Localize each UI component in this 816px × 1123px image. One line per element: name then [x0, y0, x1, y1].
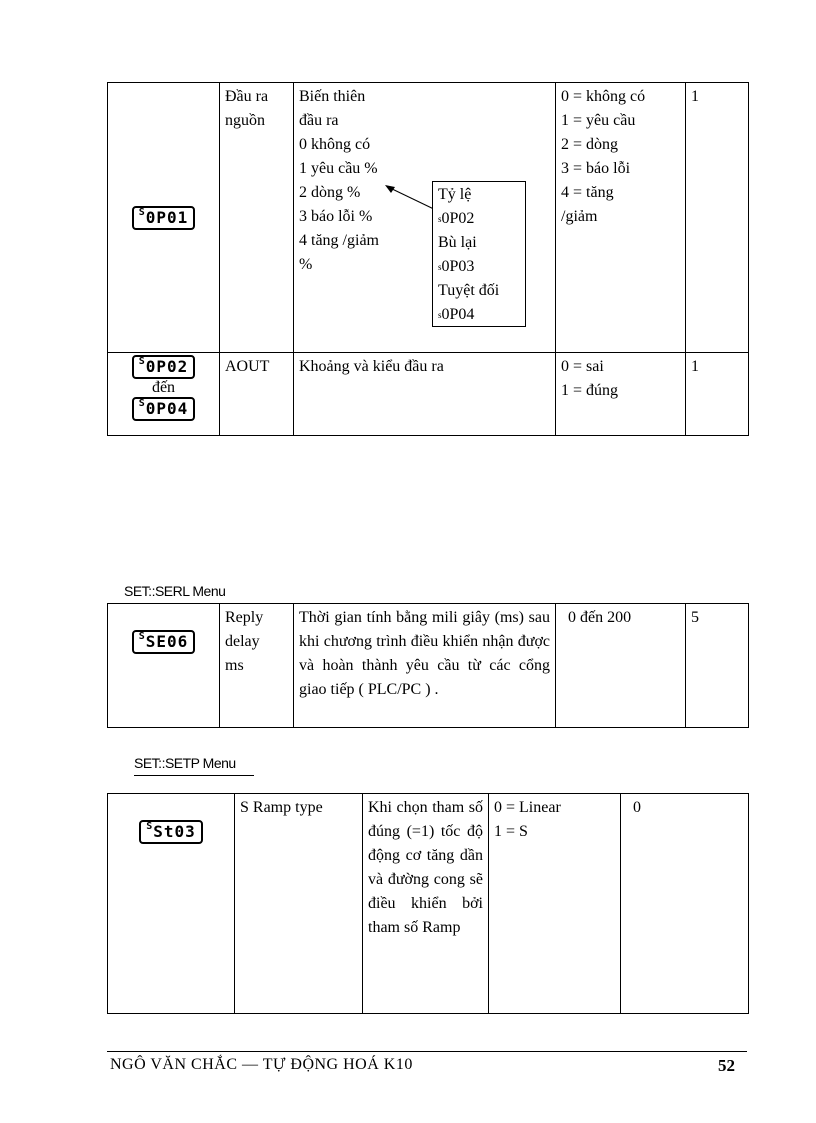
default-value: 5 — [691, 609, 699, 626]
name-text: AOUT — [225, 358, 270, 375]
desc-text: Thời gian tính bằng mili giây (ms) sau khi chương trình điều khiển nhận được và hoàn thành yêu cầu từ các cổng giao tiếp ( PLC/PC ) . — [299, 609, 550, 698]
default-value: 1 — [691, 88, 699, 105]
desc-line: 0 không có — [299, 136, 371, 153]
desc-line: Biến thiên — [299, 88, 366, 105]
range-line: 1 = đúng — [561, 382, 619, 399]
range-cell — [556, 83, 686, 353]
range-line: 0 = không có — [561, 88, 646, 105]
footer-rule — [107, 1051, 747, 1052]
lcd-code-st03: $^S$St03 — [139, 820, 203, 844]
description-cell — [363, 794, 489, 1014]
description-cell — [294, 604, 556, 728]
code-cell — [108, 83, 220, 353]
name-line: delay — [225, 633, 260, 650]
name-cell — [220, 604, 294, 728]
range-line: 3 = báo lỗi — [561, 160, 631, 177]
parameter-table-serl — [107, 603, 749, 728]
range-cell — [556, 604, 686, 728]
setp-menu-label: SET::SETP Menu — [134, 755, 254, 776]
desc-line: % — [299, 256, 313, 273]
footer-text: NGÔ VĂN CHẮC — TỰ ĐỘNG HOÁ K10 — [110, 1056, 413, 1073]
name-cell — [220, 353, 294, 436]
default-cell — [686, 83, 749, 353]
name-cell — [235, 794, 363, 1014]
lcd-code-0p02: $^S$0P02 — [132, 355, 196, 379]
desc-line: 4 tăng /giảm — [299, 232, 379, 249]
serl-menu-label: SET::SERL Menu — [124, 583, 226, 599]
code-cell — [108, 794, 235, 1014]
name-line: Reply — [225, 609, 264, 626]
range-cell — [489, 794, 621, 1014]
default-value: 0 — [633, 799, 641, 816]
desc-line: 1 yêu cầu % — [299, 160, 378, 177]
popup-code: 0P04 — [441, 306, 475, 323]
popup-code: 0P02 — [441, 210, 475, 227]
output-type-popup: Tỷ lệ $^s$0P02 Bù lại $^s$0P03 Tuyệt đối $^s$0P04 — [432, 181, 526, 327]
parameter-table-setp — [107, 793, 749, 1014]
lcd-code-se06: $^S$SE06 — [132, 630, 196, 654]
range-line: 1 = S — [494, 823, 528, 840]
popup-label: Tuyệt đối — [438, 282, 500, 299]
range-text: 0 đến 200 — [568, 609, 632, 626]
default-cell — [686, 604, 749, 728]
default-cell — [621, 794, 749, 1014]
range-line: 0 = Linear — [494, 799, 561, 816]
popup-label: Tỷ lệ — [438, 186, 472, 203]
name-text: S Ramp type — [240, 799, 323, 816]
name-line: nguồn — [225, 112, 265, 129]
desc-line: 3 báo lỗi % — [299, 208, 373, 225]
range-line: 1 = yêu cầu — [561, 112, 636, 129]
desc-text: Khoảng và kiểu đầu ra — [299, 358, 444, 375]
desc-line: đầu ra — [299, 112, 339, 129]
lcd-code-0p04: $^S$0P04 — [132, 397, 196, 421]
description-cell — [294, 353, 556, 436]
parameter-table-output — [107, 82, 749, 436]
den-text: đến — [151, 379, 176, 396]
range-line: 4 = tăng — [561, 184, 614, 201]
name-cell — [220, 83, 294, 353]
lcd-code-0p01: $^S$0P01 — [132, 206, 196, 230]
default-cell — [686, 353, 749, 436]
desc-line: 2 dòng % — [299, 184, 361, 201]
range-line: 0 = sai — [561, 358, 604, 375]
popup-label: Bù lại — [438, 234, 477, 251]
page-number: 52 — [718, 1056, 735, 1075]
range-cell — [556, 353, 686, 436]
default-value: 1 — [691, 358, 699, 375]
name-line: ms — [225, 657, 244, 674]
popup-code: 0P03 — [441, 258, 475, 275]
desc-text: Khi chọn tham số đúng (=1) tốc độ động cơ tăng dần và đường cong sẽ điều khiển bởi tham số Ramp — [368, 799, 483, 936]
range-line: /giảm — [561, 208, 598, 225]
name-line: Đầu ra — [225, 88, 269, 105]
code-cell — [108, 604, 220, 728]
code-range-cell — [108, 353, 220, 436]
range-line: 2 = dòng — [561, 136, 619, 153]
